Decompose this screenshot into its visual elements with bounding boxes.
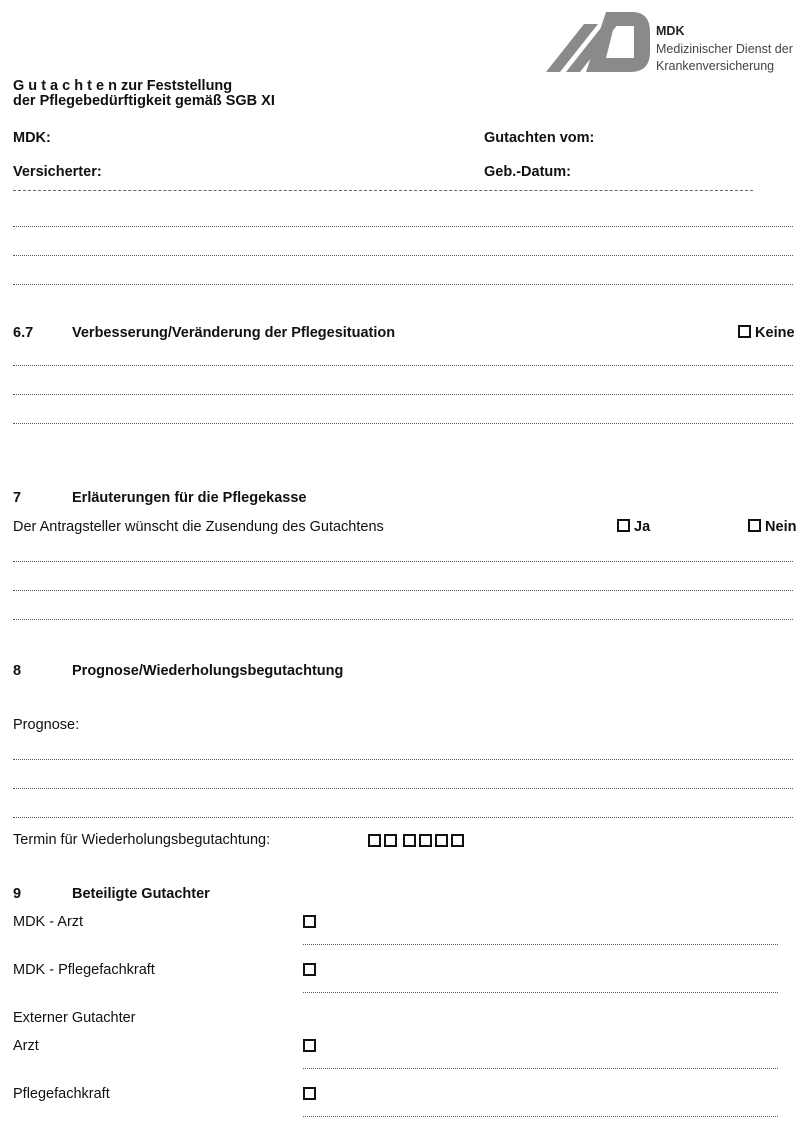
- termin-digit-box[interactable]: [419, 834, 432, 847]
- section-9-number: 9: [13, 886, 22, 902]
- nein-label: Nein: [765, 519, 797, 535]
- text-line[interactable]: [13, 255, 793, 256]
- pflege-row[interactable]: [303, 1087, 316, 1103]
- mdk-pflege-checkbox[interactable]: [303, 963, 316, 976]
- section-6-7-number: 6.7: [13, 325, 34, 341]
- arzt-row[interactable]: [303, 1039, 316, 1055]
- termin-month-boxes[interactable]: [368, 834, 400, 850]
- title-spaced: G u t a c h t e n: [13, 78, 117, 94]
- signature-line[interactable]: [303, 992, 778, 993]
- mdk-label: MDK:: [13, 130, 51, 146]
- ja-checkbox[interactable]: [617, 519, 630, 532]
- geb-datum-label: Geb.-Datum:: [484, 164, 571, 180]
- versicherter-label: Versicherter:: [13, 164, 102, 180]
- termin-label: Termin für Wiederholungsbegutachtung:: [13, 832, 271, 848]
- termin-digit-box[interactable]: [451, 834, 464, 847]
- section-8-title: Prognose/Wiederholungsbegutachtung: [72, 663, 344, 679]
- ja-option[interactable]: [617, 519, 650, 535]
- keine-label: Keine: [755, 325, 795, 341]
- arzt-checkbox[interactable]: [303, 1039, 316, 1052]
- termin-digit-box[interactable]: [403, 834, 416, 847]
- zusendung-question: Der Antragsteller wünscht die Zusendung des Gutachtens: [13, 519, 384, 535]
- signature-line[interactable]: [303, 944, 778, 945]
- ja-label: Ja: [634, 519, 651, 535]
- nein-checkbox[interactable]: [748, 519, 761, 532]
- mdk-arzt-label: MDK - Arzt: [13, 914, 84, 930]
- termin-digit-box[interactable]: [435, 834, 448, 847]
- nein-option[interactable]: [748, 519, 796, 535]
- text-line[interactable]: [13, 788, 793, 789]
- signature-line[interactable]: [303, 1068, 778, 1069]
- mdk-pflege-label: MDK - Pflegefachkraft: [13, 962, 155, 978]
- text-line[interactable]: [13, 365, 793, 366]
- text-line[interactable]: [13, 817, 793, 818]
- section-6-7-title: Verbesserung/Veränderung der Pflegesituation: [72, 325, 396, 341]
- page-subtitle: der Pflegebedürftigkeit gemäß SGB XI: [13, 93, 275, 109]
- section-9-title: Beteiligte Gutachter: [72, 886, 210, 902]
- arzt-label: Arzt: [13, 1038, 39, 1054]
- mdk-pflege-row[interactable]: [303, 963, 316, 979]
- logo-abbr: MDK: [656, 24, 685, 38]
- termin-digit-box[interactable]: [368, 834, 381, 847]
- mdk-arzt-checkbox[interactable]: [303, 915, 316, 928]
- logo-line2: Krankenversicherung: [656, 59, 775, 73]
- header-divider: [13, 190, 753, 191]
- section-7-number: 7: [13, 490, 22, 506]
- text-line[interactable]: [13, 590, 793, 591]
- extern-label: Externer Gutachter: [13, 1010, 136, 1026]
- text-line[interactable]: [13, 226, 793, 227]
- section-7-title: Erläuterungen für die Pflegekasse: [72, 490, 307, 506]
- pflege-checkbox[interactable]: [303, 1087, 316, 1100]
- text-line[interactable]: [13, 759, 793, 760]
- termin-digit-box[interactable]: [384, 834, 397, 847]
- keine-checkbox[interactable]: [738, 325, 751, 338]
- text-line[interactable]: [13, 284, 793, 285]
- signature-line[interactable]: [303, 1116, 778, 1117]
- pflege-label: Pflegefachkraft: [13, 1086, 110, 1102]
- mdk-arzt-row[interactable]: [303, 915, 316, 931]
- gutachten-vom-label: Gutachten vom:: [484, 130, 595, 146]
- mdk-logo-icon: [546, 6, 650, 76]
- page-title: [13, 78, 232, 94]
- text-line[interactable]: [13, 561, 793, 562]
- prognose-label: Prognose:: [13, 717, 80, 733]
- section-8-number: 8: [13, 663, 22, 679]
- text-line[interactable]: [13, 619, 793, 620]
- text-line[interactable]: [13, 423, 793, 424]
- logo-line1: Medizinischer Dienst der: [656, 42, 793, 56]
- text-line[interactable]: [13, 394, 793, 395]
- keine-option[interactable]: [738, 325, 795, 341]
- termin-year-boxes[interactable]: [403, 834, 467, 850]
- title-rest: zur Feststellung: [120, 78, 233, 94]
